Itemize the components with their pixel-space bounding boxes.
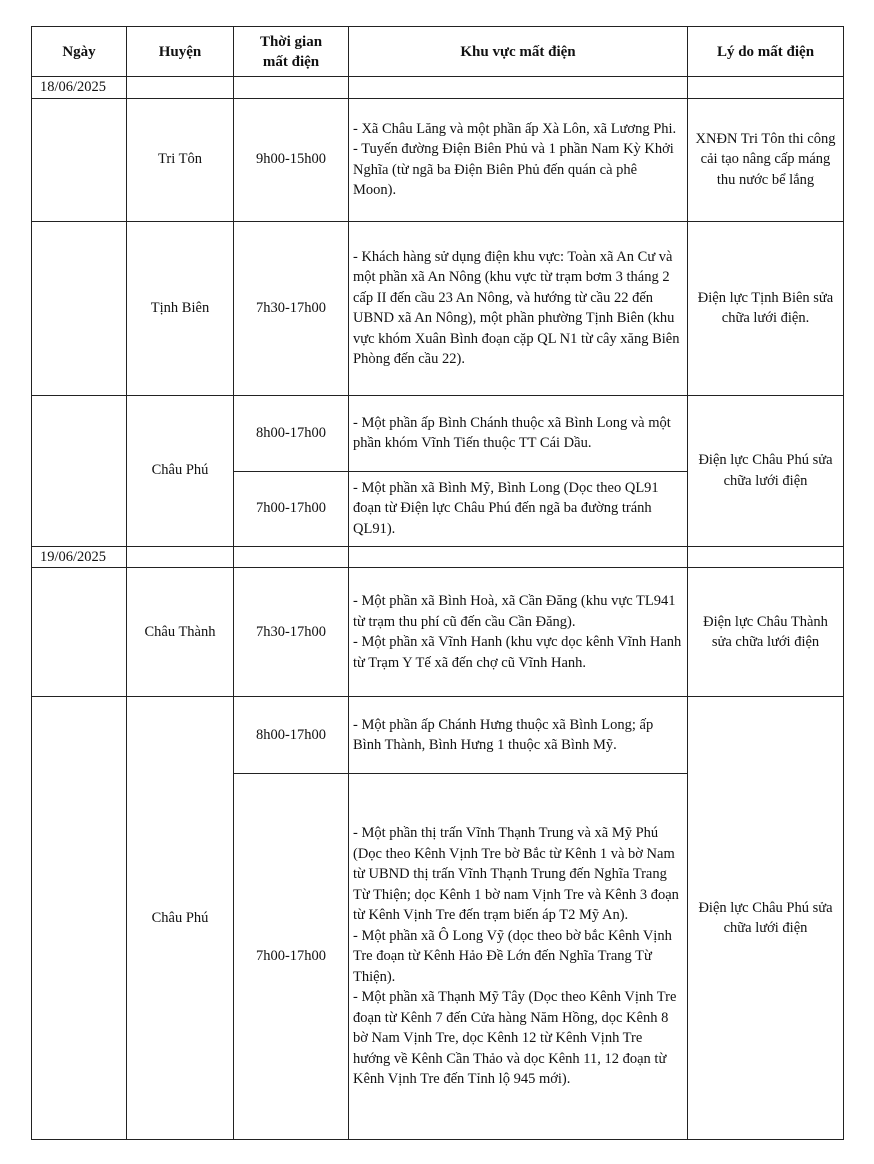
date-cell: 18/06/2025 [32, 77, 127, 99]
table-row [32, 697, 844, 774]
area-line: - Khách hàng sử dụng điện khu vực: Toàn xã An Cư và một phần xã An Nông (khu vực từ trạm bơm 3 tháng 2 cấp II đến cầu 23 An Nông, và hướng từ cầu 22 đến UBND xã An Nông), một phần phường Tịnh Biên (khu vực khóm Xuân Bình đoạn cặp QL N1 từ cây xăng Biên Phòng đến cầu 22). [353, 248, 680, 367]
district-cell: Châu Thành [127, 568, 234, 697]
reason-cell: XNĐN Tri Tôn thi công cải tạo nâng cấp máng thu nước bể lắng [688, 98, 844, 221]
area-cell [349, 774, 688, 1140]
area-cell [349, 98, 688, 221]
header-reason: Lý do mất điện [688, 27, 844, 77]
table-row [32, 568, 844, 697]
area-line: - Một phần xã Bình Mỹ, Bình Long (Dọc theo QL91 đoạn từ Điện lực Châu Phú đến ngã ba đường tránh QL91). [353, 479, 659, 537]
table-row [32, 221, 844, 395]
header-district: Huyện [127, 27, 234, 77]
header-date: Ngày [32, 27, 127, 77]
area-line: - Tuyến đường Điện Biên Phủ và 1 phần Nam Kỳ Khởi Nghĩa (từ ngã ba Điện Biên Phủ đến quán cà phê Moon). [353, 141, 674, 198]
reason-cell: Điện lực Tịnh Biên sửa chữa lưới điện. [688, 221, 844, 395]
area-cell [349, 395, 688, 471]
header-area: Khu vực mất điện [349, 27, 688, 77]
area-line: - Một phần xã Bình Hoà, xã Cần Đăng (khu vực TL941 từ trạm thu phí cũ đến cầu Cần Đăng). [353, 593, 676, 630]
time-cell: 8h00-17h00 [234, 697, 349, 774]
district-cell: Châu Phú [127, 395, 234, 546]
outage-schedule-table [31, 26, 844, 1140]
header-time: Thời gian mất điện [234, 27, 349, 77]
table-row [32, 395, 844, 471]
time-cell: 7h30-17h00 [234, 568, 349, 697]
district-cell: Châu Phú [127, 697, 234, 1140]
area-cell [349, 568, 688, 697]
area-line: - Một phần ấp Bình Chánh thuộc xã Bình Long và một phần khóm Vĩnh Tiến thuộc TT Cái Dầu. [353, 414, 671, 451]
area-line: - Một phần ấp Chánh Hưng thuộc xã Bình Long; ấp Bình Thành, Bình Hưng 1 thuộc xã Bình Mỹ. [353, 716, 654, 753]
header-row [32, 27, 844, 77]
area-cell [349, 471, 688, 546]
time-cell: 7h00-17h00 [234, 774, 349, 1140]
time-cell: 7h30-17h00 [234, 221, 349, 395]
time-cell: 7h00-17h00 [234, 471, 349, 546]
time-cell: 9h00-15h00 [234, 98, 349, 221]
date-row [32, 77, 844, 99]
district-cell: Tri Tôn [127, 98, 234, 221]
area-line: - Một phần xã Thạnh Mỹ Tây (Dọc theo Kênh Vịnh Tre đoạn từ Kênh 7 đến Cửa hàng Năm Hồng, dọc Kênh 8 bờ Nam Vịnh Tre, dọc Kênh 12 từ Kênh Vịnh Tre hướng về Kênh Cần Thảo và dọc Kênh 11, 12 đoạn từ Kênh Vịnh Tre đến Tỉnh lộ 945 mới). [353, 989, 677, 1088]
table-row [32, 98, 844, 221]
area-line: - Xã Châu Lăng và một phần ấp Xà Lôn, xã Lương Phi. [353, 120, 677, 137]
area-cell [349, 697, 688, 774]
area-line: - Một phần xã Vĩnh Hanh (khu vực dọc kênh Vĩnh Hanh từ Trạm Y Tế xã đến chợ cũ Vĩnh Hanh. [353, 634, 682, 671]
area-cell [349, 221, 688, 395]
area-line: - Một phần thị trấn Vĩnh Thạnh Trung và xã Mỹ Phú (Dọc theo Kênh Vịnh Tre bờ Bắc từ Kênh 1 và bờ Nam từ UBND thị trấn Vĩnh Thạnh Trung đến Nghĩa Trang Từ Thiện; dọc Kênh 1 bờ nam Vịnh Tre và Kênh 3 đoạn từ Kênh Vịnh Tre đến trạm biến áp T2 Mỹ An). [353, 825, 679, 924]
time-cell: 8h00-17h00 [234, 395, 349, 471]
date-cell: 19/06/2025 [32, 546, 127, 568]
district-cell: Tịnh Biên [127, 221, 234, 395]
reason-cell: Điện lực Châu Thành sửa chữa lưới điện [688, 568, 844, 697]
reason-cell: Điện lực Châu Phú sửa chữa lưới điện [688, 395, 844, 546]
date-row [32, 546, 844, 568]
area-line: - Một phần xã Ô Long Vỹ (dọc theo bờ bắc Kênh Vịnh Tre đoạn từ Kênh Hảo Đề Lớn đến Nghĩa Trang Từ Thiện). [353, 927, 672, 985]
reason-cell: Điện lực Châu Phú sửa chữa lưới điện [688, 697, 844, 1140]
